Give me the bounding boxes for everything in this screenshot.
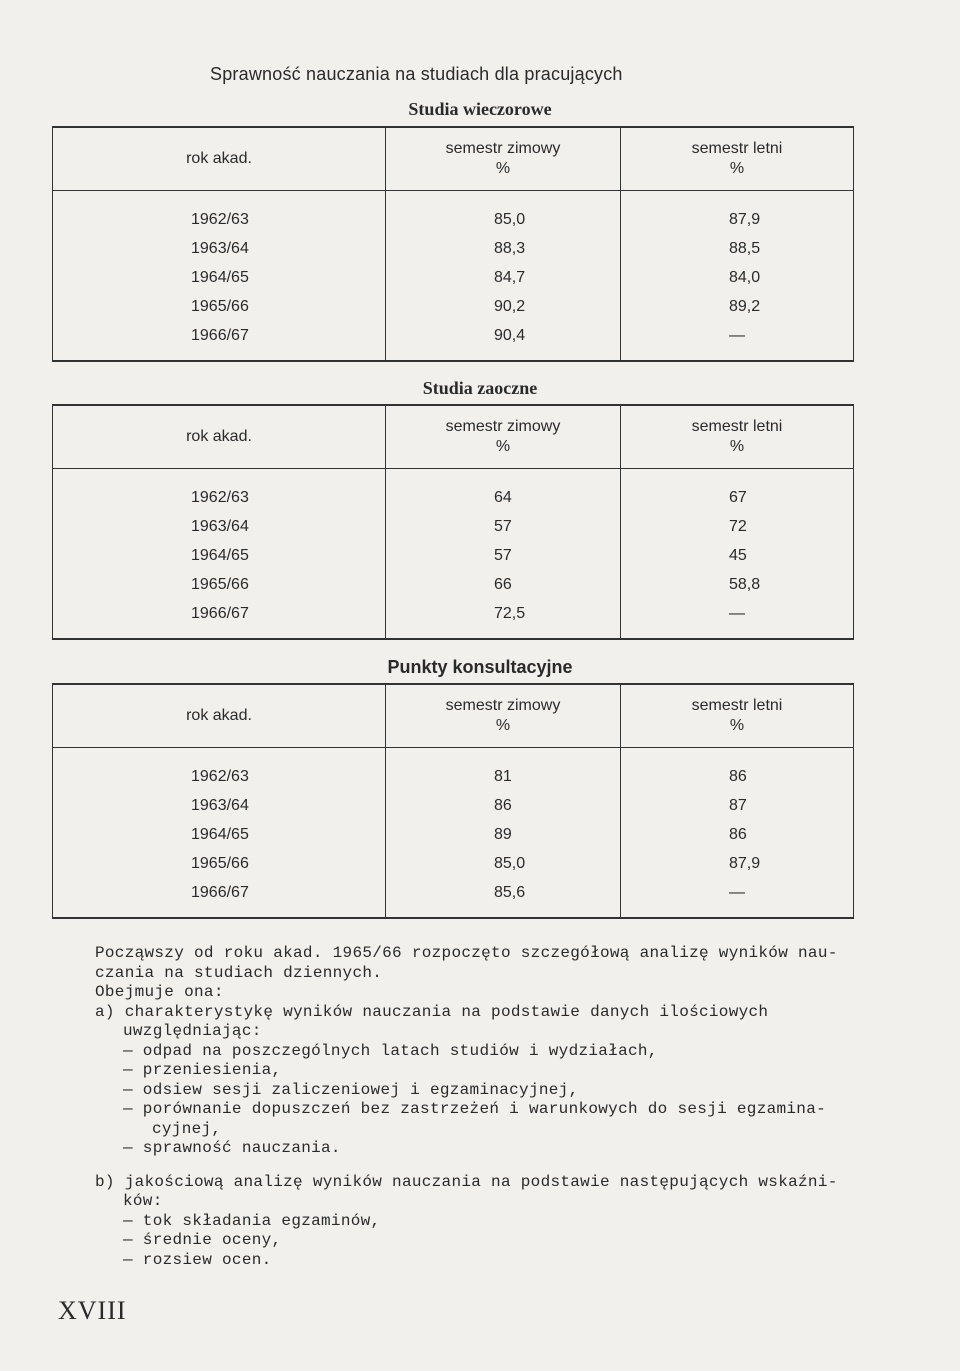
list-item: — odpad na poszczególnych latach studiów i wydziałach, xyxy=(123,1041,658,1060)
list-item: — średnie oceny, xyxy=(123,1231,282,1249)
table-cell-year: 1964/65 xyxy=(191,269,249,286)
table-cell-winter: 84,7 xyxy=(494,269,526,286)
table-cell-summer: 89,2 xyxy=(729,298,761,315)
table-wieczorowe xyxy=(52,126,854,362)
section-title-zaoczne: Studia zaoczne xyxy=(422,378,538,398)
list-item: — porównanie dopuszczeń bez zastrzeżeń i warunkowych do sesji egzamina- xyxy=(123,1100,827,1118)
table-zaoczne xyxy=(52,404,854,640)
table-cell-summer: 72 xyxy=(729,518,747,535)
header-year: rok akad. xyxy=(52,685,385,747)
table-cell-winter: 85,0 xyxy=(494,211,526,228)
list-item: — odsiew sesji zaliczeniowej i egzaminacyjnej, xyxy=(123,1080,579,1099)
header-year: rok akad. xyxy=(52,406,385,468)
list-heading-a: a) charakterystykę wyników nauczania na podstawie danych ilościowych xyxy=(95,1002,769,1021)
table-cell-year: 1966/67 xyxy=(191,884,249,901)
table-cell-summer: — xyxy=(729,884,745,901)
table-cell-summer: 58,8 xyxy=(729,576,761,593)
table-cell-winter: 81 xyxy=(494,768,512,785)
table-cell-year: 1964/65 xyxy=(191,547,249,564)
table-cell-winter: 89 xyxy=(494,826,512,843)
table-cell-summer: 67 xyxy=(729,489,747,506)
table-cell-year: 1965/66 xyxy=(191,855,249,872)
table-cell-year: 1966/67 xyxy=(191,605,249,622)
table-cell-summer: 87,9 xyxy=(729,855,761,872)
table-cell-summer: 88,5 xyxy=(729,240,761,257)
table-cell-winter: 66 xyxy=(494,576,512,593)
table-cell-year: 1966/67 xyxy=(191,327,249,344)
section-title-konsultacyjne: Punkty konsultacyjne xyxy=(387,657,573,677)
table-body xyxy=(52,469,854,638)
table-body xyxy=(52,191,854,360)
table-cell-winter: 85,6 xyxy=(494,884,526,901)
page-title: Sprawność nauczania na studiach dla pracujących xyxy=(210,64,623,84)
table-cell-summer: 87 xyxy=(729,797,747,814)
header-year: rok akad. xyxy=(52,128,385,190)
table-body xyxy=(52,748,854,917)
table-konsultacyjne xyxy=(52,683,854,919)
table-cell-year: 1965/66 xyxy=(191,298,249,315)
table-header xyxy=(52,685,854,748)
list-item: — rozsiew ocen. xyxy=(123,1250,272,1269)
table-cell-summer: 86 xyxy=(729,768,747,785)
body-text xyxy=(95,944,865,1270)
table-cell-year: 1963/64 xyxy=(191,518,249,535)
section-title-wieczorowe: Studia wieczorowe xyxy=(408,99,552,119)
table-cell-winter: 57 xyxy=(494,518,512,535)
list-heading-b: b) jakościową analizę wyników nauczania na podstawie następujących wskaźni- xyxy=(95,1172,838,1191)
table-cell-year: 1962/63 xyxy=(191,768,249,785)
list-heading-a-cont: uwzględniając: xyxy=(123,1022,262,1040)
table-cell-summer: 84,0 xyxy=(729,269,761,286)
list-item: — przeniesienia, xyxy=(123,1061,282,1079)
table-cell-year: 1962/63 xyxy=(191,489,249,506)
table-cell-year: 1963/64 xyxy=(191,240,249,257)
table-cell-winter: 72,5 xyxy=(494,605,526,622)
table-header xyxy=(52,406,854,469)
table-cell-winter: 90,4 xyxy=(494,327,526,344)
header-winter: semestr zimowy % xyxy=(385,406,620,468)
header-summer: semestr letni % xyxy=(620,685,854,747)
table-cell-summer: 86 xyxy=(729,826,747,843)
header-winter: semestr zimowy % xyxy=(385,128,620,190)
page-number: XVIII xyxy=(58,1296,127,1325)
paragraph-line: Obejmuje ona: xyxy=(95,983,224,1001)
table-cell-winter: 90,2 xyxy=(494,298,526,315)
table-cell-year: 1962/63 xyxy=(191,211,249,228)
list-heading-b-cont: ków: xyxy=(123,1192,163,1210)
table-header xyxy=(52,128,854,191)
table-cell-summer: 45 xyxy=(729,547,747,564)
list-item: — tok składania egzaminów, xyxy=(123,1211,381,1230)
table-cell-year: 1965/66 xyxy=(191,576,249,593)
list-item-cont: cyjnej, xyxy=(152,1119,222,1138)
header-summer: semestr letni % xyxy=(620,128,854,190)
paragraph-line: czania na studiach dziennych. xyxy=(95,963,383,982)
table-cell-winter: 86 xyxy=(494,797,512,814)
table-cell-summer: 87,9 xyxy=(729,211,761,228)
table-cell-year: 1964/65 xyxy=(191,826,249,843)
table-cell-winter: 64 xyxy=(494,489,512,506)
table-cell-year: 1963/64 xyxy=(191,797,249,814)
header-summer: semestr letni % xyxy=(620,406,854,468)
header-winter: semestr zimowy % xyxy=(385,685,620,747)
table-cell-winter: 85,0 xyxy=(494,855,526,872)
paragraph-line: Począwszy od roku akad. 1965/66 rozpoczęto szczegółową analizę wyników nau- xyxy=(95,944,838,962)
table-cell-summer: — xyxy=(729,605,745,622)
list-item: — sprawność nauczania. xyxy=(123,1139,341,1157)
table-cell-summer: — xyxy=(729,327,745,344)
table-cell-winter: 88,3 xyxy=(494,240,526,257)
table-cell-winter: 57 xyxy=(494,547,512,564)
